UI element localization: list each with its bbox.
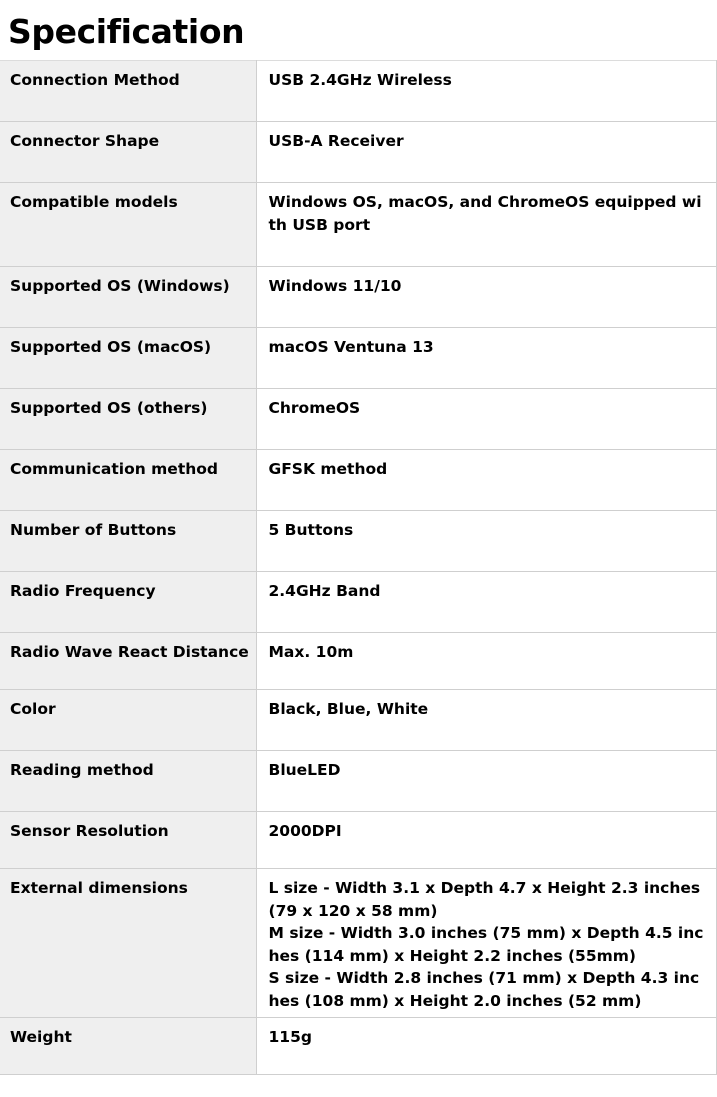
spec-label: Connection Method [0,61,256,122]
spec-label: External dimensions [0,869,256,1018]
spec-value: macOS Ventuna 13 [256,328,716,389]
spec-label: Radio Wave React Distance [0,633,256,690]
spec-value: 2000DPI [256,812,716,869]
table-row [0,690,716,751]
spec-label: Color [0,690,256,751]
spec-label: Supported OS (macOS) [0,328,256,389]
table-row [0,267,716,328]
spec-value: ChromeOS [256,389,716,450]
table-row [0,328,716,389]
spec-label: Supported OS (Windows) [0,267,256,328]
spec-value: GFSK method [256,450,716,511]
spec-label: Supported OS (others) [0,389,256,450]
spec-label: Sensor Resolution [0,812,256,869]
spec-value: Max. 10m [256,633,716,690]
table-row [0,61,716,122]
spec-value [256,869,716,1018]
dimension-line: L size - Width 3.1 x Depth 4.7 x Height 2.3 inches (79 x 120 x 58 mm) [268,879,701,920]
spec-value: 5 Buttons [256,511,716,572]
spec-value: Black, Blue, White [256,690,716,751]
spec-value: USB-A Receiver [256,122,716,183]
spec-value: Windows OS, macOS, and ChromeOS equipped with USB port [256,183,716,267]
table-row [0,511,716,572]
table-row [0,751,716,812]
spec-label: Number of Buttons [0,511,256,572]
spec-label: Reading method [0,751,256,812]
specification-table [0,60,717,1075]
table-row [0,389,716,450]
dimension-line: S size - Width 2.8 inches (71 mm) x Depth 4.3 inches (108 mm) x Height 2.0 inches (52 mm) [268,969,700,1010]
spec-value: BlueLED [256,751,716,812]
spec-label: Radio Frequency [0,572,256,633]
spec-label: Weight [0,1018,256,1075]
spec-value: Windows 11/10 [256,267,716,328]
table-row [0,183,716,267]
table-row [0,633,716,690]
table-row [0,572,716,633]
table-row [0,869,716,1018]
table-row [0,1018,716,1075]
table-row [0,812,716,869]
table-row [0,450,716,511]
spec-value: USB 2.4GHz Wireless [256,61,716,122]
spec-value: 115g [256,1018,716,1075]
table-row [0,122,716,183]
spec-value: 2.4GHz Band [256,572,716,633]
spec-label: Compatible models [0,183,256,267]
spec-label: Connector Shape [0,122,256,183]
spec-label: Communication method [0,450,256,511]
page-title: Specification [8,12,245,51]
dimension-line: M size - Width 3.0 inches (75 mm) x Depth 4.5 inches (114 mm) x Height 2.2 inches (55mm) [268,924,704,965]
